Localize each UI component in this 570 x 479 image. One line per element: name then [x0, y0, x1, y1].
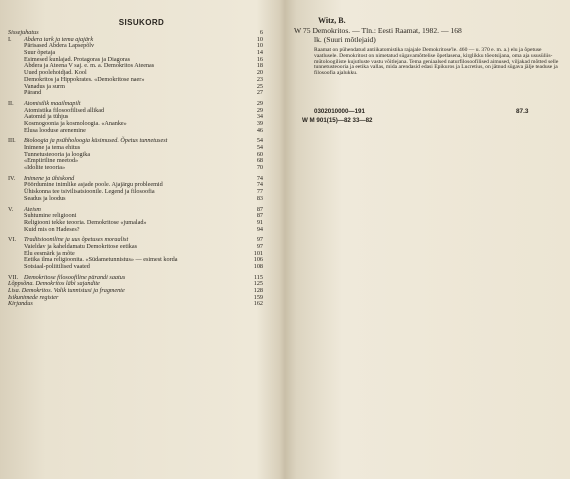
toc-entry-text: Inimene ja tema ehitus	[24, 144, 81, 151]
toc-page-number: 83	[256, 194, 263, 202]
toc-page-number: 97	[256, 236, 263, 244]
toc-entry-row	[8, 301, 263, 308]
toc-page-number: 10	[256, 35, 263, 43]
book-abstract: Raamat on pühendatud antiikatomistika rajajale Demokritose'le. 460 — u. 370 e. m. a.) elu ja õpetuse vaatlusele. Demokritost on nimetatud sügavamõttelise õpetlasena, kirglikku tõeotsijana, oma aja ususüliis-mütoloogiliste kujutluste vastu võitlejana. Tema geniaalsed naturfilosoofilised aimused, viljakad mõtted selle tunnetusteooria ja eetika vallas, mida arendasid edasi Epikuros ja Lucretius, on jätnud sügava jälje teaduse ja filosoofia ajalukku.	[314, 47, 559, 77]
toc-page-number: 162	[253, 300, 263, 308]
toc-entry-text: «Idolite teooria»	[24, 164, 66, 172]
toc-page-number: 18	[256, 62, 263, 70]
chapter-number: VI.	[8, 236, 17, 244]
toc-entry-row	[8, 84, 263, 91]
toc-page-number: 159	[253, 293, 263, 301]
chapter-number: II.	[8, 99, 14, 107]
toc-page-number: 54	[256, 137, 263, 145]
toc-entry-text: Tunnetusteooria ja loogika	[24, 150, 91, 158]
toc-entry-row	[8, 295, 263, 302]
toc-page-number: 77	[256, 188, 263, 196]
toc-entry-text: Esimesed kunlajad. Protagoras ja Diagoras	[24, 55, 131, 63]
title-line: Demokritos. — Tln.: Eesti Raamat, 1982. — 168	[312, 26, 462, 35]
toc-entry-text: Lisa. Demokritos. Valik tunnistusi ja fragmente	[8, 287, 125, 295]
chapter-number: V.	[8, 205, 14, 213]
toc-page-number: 16	[256, 55, 263, 63]
toc-page-number: 10	[256, 42, 263, 50]
toc-entry-text: Seadus ja loodus	[24, 194, 66, 202]
toc-entry-row	[8, 264, 263, 271]
toc-page-number: 25	[256, 82, 263, 90]
chapter-number: VII.	[8, 273, 19, 281]
toc-page-number: 128	[253, 287, 263, 295]
toc-page-number: 125	[253, 280, 263, 288]
toc-entry-row	[8, 196, 263, 203]
chapter-number: I.	[8, 35, 12, 43]
toc-entry-text: Elusa looduse arenemine	[24, 126, 86, 134]
toc-entry-text: Kosmogoonia ja kosmoloogia. «Ananke»	[24, 119, 127, 127]
toc-page-number: 70	[256, 164, 263, 172]
toc-entry-text: «Empiiriline meetod»	[24, 157, 79, 165]
toc-page-number: 108	[253, 263, 263, 270]
toc-page-number: 74	[256, 174, 263, 182]
toc-page-number: 115	[253, 273, 263, 281]
isbn-line: 0302010000—191	[314, 108, 365, 115]
toc-page-number: 20	[256, 69, 263, 77]
author-name: Witz, B.	[318, 16, 346, 25]
chapter-number: IV.	[8, 174, 16, 182]
toc-entry-text: Inimene ja ühiskond	[24, 174, 75, 182]
toc-entry-row	[8, 90, 263, 97]
card-title-line	[294, 26, 564, 35]
toc-entry-text: Sotsiaal-poliitilised vaated	[24, 263, 90, 270]
toc-entry-text: Isikunimede register	[8, 293, 59, 301]
toc-entry-row	[8, 227, 263, 234]
toc-page-number: 74	[256, 181, 263, 189]
catalog-number: 87.3	[516, 108, 529, 115]
toc-entry-row	[8, 128, 263, 135]
toc-entry-text: Lõppsõna. Demokritos läbi sajandite	[8, 280, 100, 288]
toc-entry-text: Demokritos ja Hippokrates. «Demokritose naer»	[24, 75, 145, 83]
toc-entry-text: Sissejuhatus	[8, 29, 39, 36]
toc-entry-text: Elu eesmärk ja mõte	[24, 249, 75, 257]
toc-entry-text: Vaieldav ja kaheldamatu Demokritose eetikas	[24, 242, 138, 250]
toc-page-number: 68	[256, 157, 263, 165]
toc-entry-text: Pärisased Abdera Lapsepõlv	[24, 42, 95, 50]
toc-page-number: 106	[253, 256, 263, 264]
toc-entry-text: Kirjandus	[8, 300, 33, 308]
w-code-line: W M 901(15)—82 33—82	[302, 117, 373, 124]
toc-entry-text: Atomistika filosoofilised allikad	[24, 106, 105, 114]
toc-entry-text: Suhtumine religiooni	[24, 212, 77, 220]
toc-entry-row	[8, 165, 263, 172]
toc-page-number: 46	[256, 126, 263, 134]
toc-entry-text: Religiooni tekke teooria. Demokritose «jumalad»	[24, 218, 147, 226]
contents-title: SISUKORD	[118, 18, 165, 27]
toc-page-number: 6	[259, 29, 263, 36]
toc-entry-text: Abdera tark ja tema ajajärk	[24, 35, 94, 43]
toc-entry-text: Abdera ja Ateena V saj. e. m. a. Demokritos Ateenas	[24, 62, 155, 70]
toc-page-number: 27	[256, 89, 263, 97]
right-page-catalog-card	[286, 0, 570, 479]
toc-page-number: 87	[256, 212, 263, 220]
toc-page-number: 94	[256, 225, 263, 233]
toc-page-number: 39	[256, 119, 263, 127]
toc-page-number: 87	[256, 205, 263, 213]
toc-entry-text: Ühiskonna tee tsivilisatsioonile. Legend ja filosoofia	[24, 188, 155, 196]
call-code: W 75	[294, 26, 311, 35]
chapter-number: III.	[8, 137, 16, 145]
toc-page-number: 54	[256, 144, 263, 151]
table-of-contents	[8, 30, 263, 308]
toc-entry-text: Suur õpetaja	[24, 49, 56, 57]
toc-page-number: 60	[256, 150, 263, 158]
toc-page-number: 23	[256, 75, 263, 83]
toc-entry-text: Kuid mis on Hadeses?	[24, 225, 80, 233]
toc-entry-text: Traditsiooniline ja uus õpetuses moraalist	[24, 236, 129, 244]
toc-entry-text: Pöördumine inimlike asjade poole. Ajajärgu probleemid	[24, 181, 163, 189]
toc-entry-text: Bioloogia ja psühholoogia küsimused. Õpetus tunnetusest	[24, 137, 168, 145]
toc-page-number: 34	[256, 113, 263, 121]
toc-page-number: 29	[256, 99, 263, 107]
toc-entry-text: Vanadus ja surm	[24, 82, 65, 90]
toc-entry-text: Eetika ilma religioonita. «Südametunnistus» — esimest korda	[24, 256, 178, 264]
toc-page-number: 91	[256, 218, 263, 226]
toc-page-number: 14	[256, 49, 263, 57]
toc-entry-text: Pärand	[24, 89, 42, 97]
toc-entry-text: Aatomid ja tühjus	[24, 113, 69, 121]
toc-page-number: 101	[253, 249, 263, 257]
toc-entry-text: Atomistlik maailmapilt	[24, 99, 81, 107]
toc-page-number: 97	[256, 242, 263, 250]
left-page-contents	[0, 0, 283, 479]
toc-page-number: 29	[256, 106, 263, 114]
toc-entry-text: Demokritose filosoofiline pärandi saatus	[24, 273, 126, 281]
toc-entry-text: Ateism	[24, 205, 41, 213]
toc-entry-text: Uued poolehoidjad. Kool	[24, 69, 87, 77]
card-subtitle-line: lk. (Suuri mõtlejaid)	[314, 35, 376, 44]
